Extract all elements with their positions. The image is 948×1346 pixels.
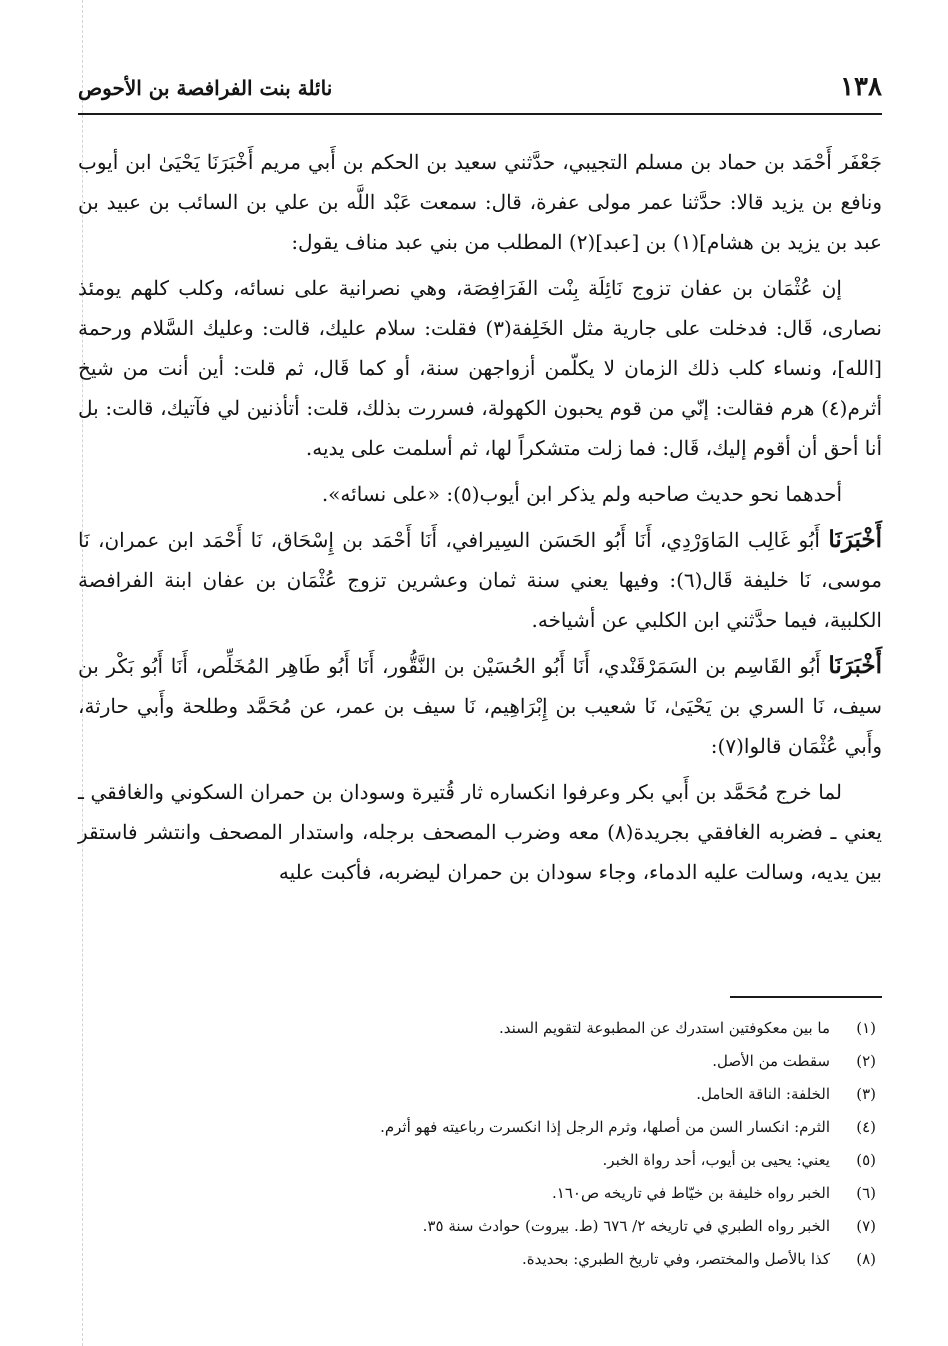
footnote-number: (٣) bbox=[856, 1085, 876, 1103]
footnote-text: سقطت من الأصل. bbox=[712, 1052, 830, 1070]
footnote-number: (٦) bbox=[856, 1184, 876, 1202]
footnote-3 bbox=[78, 1078, 882, 1111]
footnotes bbox=[78, 1012, 882, 1276]
running-title: نائلة بنت الفرافصة بن الأحوص bbox=[78, 76, 333, 100]
footnote-text: ما بين معكوفتين استدرك عن المطبوعة لتقويم السند. bbox=[498, 1019, 830, 1037]
footnote-number: (٥) bbox=[856, 1151, 876, 1169]
footnote-number: (٧) bbox=[856, 1217, 876, 1235]
paragraph-report-2-text: أَبُو غَالِب المَاوَرْدِي، أَنَا أَبُو الحَسَن السِيرافي، أَنَا أَحْمَد بن إِسْحَاق، نَا أَحْمَد ابن عمران، نَا موسى، نَا خليفة قَال(٦): وفيها يعني سنة ثمان وعشرين تزوج عُثْمَان بن عفان ابنة الفرافصة الكلبية، فيما حدَّثني ابن الكلبي عن أشياخه. bbox=[78, 528, 882, 632]
header-rule bbox=[78, 113, 882, 115]
footnote-5 bbox=[78, 1144, 882, 1177]
main-text bbox=[78, 142, 882, 898]
footnote-text: الخلفة: الناقة الحامل. bbox=[696, 1085, 830, 1103]
paragraph-report-3-text: أَبُو القَاسِم بن السَمَرْقَنْدي، أَنَا أَبُو الحُسَيْن بن النَّقُّور، أَنَا أَبُو طَاهِر المُخَلِّص، أَنَا أَبُو بَكْر بن سيف، نَا السري بن يَحْيَىٰ، نَا شعيب بن إِبْرَاهِيم، نَا سيف بن عمر، عن مُحَمَّد وطلحة وأَبي حارثة، وأَبي عُثْمَان قالوا(٧): bbox=[78, 654, 882, 758]
footnote-number: (٨) bbox=[856, 1250, 876, 1268]
footnote-rule bbox=[730, 996, 882, 998]
footnote-number: (٤) bbox=[856, 1118, 876, 1136]
lead-word: أَخْبَرَنَا bbox=[828, 526, 882, 553]
paragraph-report-2 bbox=[78, 520, 882, 640]
footnote-4 bbox=[78, 1111, 882, 1144]
lead-word: أَخْبَرَنَا bbox=[828, 652, 883, 679]
page-header bbox=[78, 60, 882, 112]
footnote-text: الخبر رواه خليفة بن خيّاط في تاريخه ص١٦٠. bbox=[552, 1184, 830, 1202]
footnote-2 bbox=[78, 1045, 882, 1078]
paragraph-variant-note: أحدهما نحو حديث صاحبه ولم يذكر ابن أيوب(٥): «على نسائه». bbox=[321, 482, 842, 506]
footnote-6 bbox=[78, 1177, 882, 1210]
footnote-text: كذا بالأصل والمختصر، وفي تاريخ الطبري: بحديدة. bbox=[522, 1250, 830, 1268]
footnote-number: (٢) bbox=[856, 1052, 876, 1070]
page-number: ١٣٨ bbox=[840, 72, 882, 102]
footnote-text: يعني: يحيى بن أيوب، أحد رواة الخبر. bbox=[602, 1151, 830, 1169]
footnote-text: الخبر رواه الطبري في تاريخه ٢/ ٦٧٦ (ط. بيروت) حوادث سنة ٣٥. bbox=[422, 1217, 830, 1235]
paragraph-narration: إن عُثْمَان بن عفان تزوج نَائِلَة بِنْت الفَرَافِصَة، وهي نصرانية على نسائه، وكلب كلهم يومئذ نصارى، قَال: فدخلت على جارية مثل الخَلِفة(٣) فقلت: سلام عليك، قالت: وعليك السَّلام ورحمة [الله]، ونساء كلب ذلك الزمان لا يكلّمن أزواجهن سنة، أو كما قَال، ثم قلت: أين أنت من شيخ أثرم(٤) هرم فقالت: إنّي من قوم يحبون الكهولة، فسررت بذلك، قلت: أتأذنين لي فآتيك، قالت: بل أنا أحق أن أقوم إليك، قَال: فما زلت متشكراً لها، ثم أسلمت على يديه. bbox=[78, 276, 882, 460]
footnote-7 bbox=[78, 1210, 882, 1243]
footnote-text: الثرم: انكسار السن من أصلها، وثرم الرجل إذا انكسرت رباعيته فهو أثرم. bbox=[380, 1118, 830, 1136]
footnote-number: (١) bbox=[856, 1019, 876, 1037]
paragraph-report-3 bbox=[78, 646, 882, 766]
footnote-8 bbox=[78, 1243, 882, 1276]
paragraph-narration-2: لما خرج مُحَمَّد بن أَبي بكر وعرفوا انكساره ثار قُتيرة وسودان بن حمران السكوني والغافقي ـ يعني ـ فضربه الغافقي بجريدة(٨) معه وضرب المصحف برجله، واستدار المصحف وانتشر فاستقر بين يديه، وسالت عليه الدماء، وجاء سودان بن حمران ليضربه، فأكبت عليه bbox=[78, 780, 882, 884]
paragraph-isnad-continuation: جَعْفَر أَحْمَد بن حماد بن مسلم التجيبي، حدَّثني سعيد بن الحكم بن أَبي مريم أَخْبَرَنَا يَحْيَىٰ ابن أيوب ونافع بن يزيد قالا: حدَّثنا عمر مولى عفرة، قال: سمعت عَبْد اللَّه بن علي بن السائب بن عبيد بن عبد بن يزيد بن هشام](١) بن [عبد](٢) المطلب من بني عبد مناف يقول: bbox=[78, 150, 882, 254]
footnote-1 bbox=[78, 1012, 882, 1045]
